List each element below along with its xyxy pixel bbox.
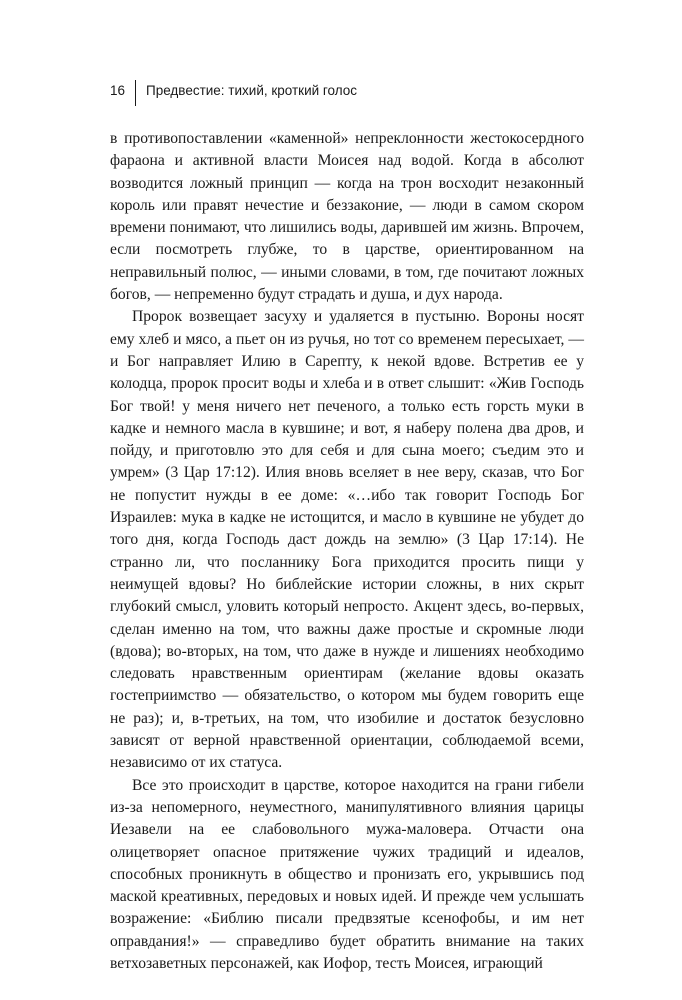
paragraph: Пророк возвещает засуху и удаляется в пустыню. Вороны носят ему хлеб и мясо, а пьет он из ручья, но тот со временем пересыхает, — и Бог направляет Илию в Сарепту, к некой вдове. Встретив ее у колодца, пророк просит воды и хлеба и в ответ слышит: «Жив Господь Бог твой! у меня ничего нет печеного, а только есть горсть муки в кадке и немного масла в кувшине; и вот, я наберу полена два дров, и пойду, и приготовлю это для себя и для сына моего; съедим это и умрем» (3 Цар 17:12). Илия вновь вселяет в нее веру, сказав, что Бог не попустит нужды в ее доме: «…ибо так говорит Господь Бог Израилев: мука в кадке не истощится, и масло в кувшине не убудет до того дня, когда Господь даст дождь на землю» (3 Цар 17:14). Не странно ли, что посланнику Бога приходится просить пищи у неимущей вдовы? Но библейские истории сложны, в них скрыт глубокий смысл, уловить который непросто. Акцент здесь, во-первых, сделан именно на том, что важны даже простые и скромные люди (вдова); во-вторых, на том, что даже в нужде и лишениях необходимо следовать нравственным ориентирам (желание вдовы оказать гостеприимство — обязательство, о котором мы будем говорить еще не раз); и, в-третьих, на том, что изобилие и достаток безусловно зависят от верной нравственной ориентации, соблюдаемой всеми, независимо от их статуса.: [110, 308, 584, 772]
paragraph: Все это происходит в царстве, которое находится на грани гибели из-за непомерного, неуместного, манипулятивного влияния царицы Иезавели на ее слабовольного мужа-маловера. Отчасти она олицетворяет опасное притяжение чужих традиций и идеалов, способных проникнуть в общество и пронизать его, укрывшись под маской креативных, передовых и новых идей. И прежде чем услышать возражение: «Библию писали предвзятые ксенофобы, и им нет оправдания!» — справедливо будет обратить внимание на таких ветхозаветных персонажей, как Иофор, тесть Моисея, играющий: [110, 776, 584, 972]
page-number: 16: [110, 83, 126, 98]
header-divider: [135, 80, 136, 106]
body-text: [110, 128, 584, 975]
running-title: Предвестие: тихий, кроткий голос: [146, 83, 358, 98]
running-header: [110, 80, 590, 106]
paragraph: в противопоставлении «каменной» непреклонности жестокосердного фараона и активной власти Моисея над водой. Когда в абсолют возводится ложный принцип — когда на трон восходит незаконный король или правят нечестие и беззаконие, — люди в самом скором времени понимают, что лишились воды, дарившей им жизнь. Впрочем, если посмотреть глубже, то в царстве, ориентированном на неправильный полюс, — иными словами, в том, где почитают ложных богов, — непременно будут страдать и душа, и дух народа.: [110, 130, 584, 304]
